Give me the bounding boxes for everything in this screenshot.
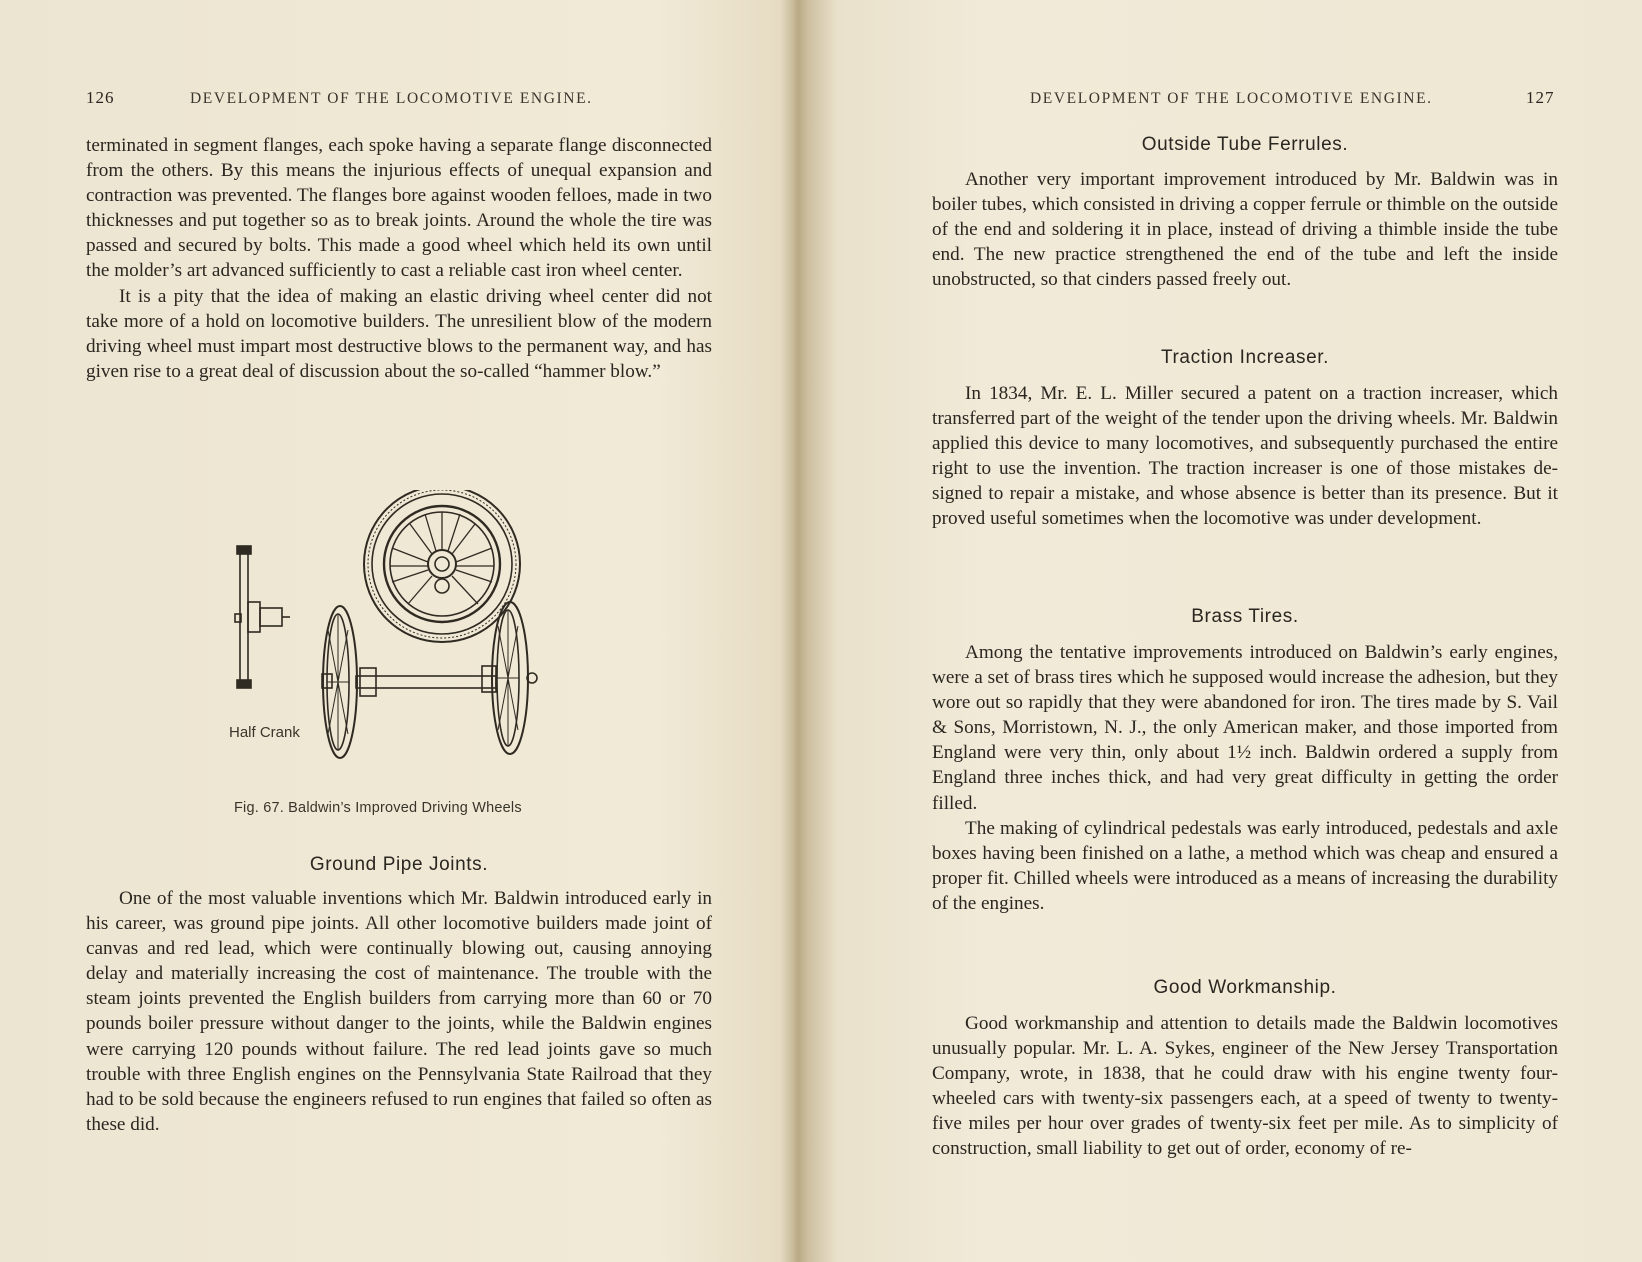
- running-head: DEVELOPMENT OF THE LOCOMOTIVE ENGINE.: [190, 90, 593, 107]
- paragraph: terminated in segment flanges, each spoke having a separate flange disconnected from the others. By this means the injurious effects of unequal expansion and contraction was prevented. The flanges bore against wooden felloes, made in two thicknesses and put together so as to break joints. Around the whole the tire was passed and secured by bolts. This made a good wheel which held its own until the molder’s art advanced sufficiently to cast a reliable cast iron wheel center.: [86, 135, 712, 282]
- paragraph: The making of cylindrical pedestals was early introduced, pedestals and axle boxes having been finished on a lathe, a method which was cheap and ensured a proper fit. Chilled wheels were introduced as a means of increasing the durability of the engines.: [932, 817, 1558, 914]
- body-text: [932, 167, 1558, 292]
- paragraph: Another very important improvement introduced by Mr. Baldwin was in boiler tubes, which consisted in driving a copper ferrule or thimble on the outside of the end and soldering it in place, instead of driving a thimble inside the tube end. The new practice strengthened the end of the tube and left the inside unobstructed, so that cinders passed freely out.: [932, 169, 1558, 291]
- paragraph: One of the most valuable inventions which Mr. Baldwin introduced early in his career, was ground pipe joints. All other locomotive builders made joint of canvas and red lead, which were continually blowing out, causing annoying delay and materially increasing the cost of maintenance. The trouble with the steam joints prevented the English builders from carrying more than 60 or 70 pounds boiler pressure without danger to the joints, while the Baldwin engines were carrying 120 pounds without failure. The red lead joints gave so much trouble with three English engines on the Pennsylvania State Railroad that they had to be sold because the engineers refused to run engines that failed so often as these did.: [86, 888, 712, 1135]
- figure-caption: Fig. 67. Baldwin’s Improved Driving Wheels: [234, 800, 522, 816]
- paragraph: Good workmanship and attention to details made the Baldwin locomotives unusually popular. Mr. L. A. Sykes, engineer of the New Jersey Transportation Company, wrote, in 1838, that he could draw with his engine twenty four-wheeled cars with twenty-six passengers each, at a speed of twenty to twenty-five miles per hour over grades of twenty-six feet per mile. As to simplicity of construction, small liability to get out of order, economy of re-: [932, 1013, 1558, 1160]
- paragraph: Among the tentative improvements introduced on Baldwin’s early engines, were a set of brass tires which he supposed would increase the adhesion, but they wore out so rapidly that they were abandoned for iron. The tires made by S. Vail & Sons, Morristown, N. J., the only American maker, and those imported from England were very thin, only about 1½ inch. Baldwin ordered a supply from England three inches thick, and had very great difficulty in getting the order filled.: [932, 642, 1558, 814]
- section-heading: Good Workmanship.: [1153, 977, 1337, 998]
- section-heading: Brass Tires.: [1191, 606, 1299, 627]
- section-heading: Traction Increaser.: [1160, 347, 1330, 368]
- page-number: 126: [86, 88, 115, 107]
- body-text-bottom: [86, 886, 712, 1137]
- section-heading: Outside Tube Ferrules.: [1141, 134, 1349, 155]
- paragraph: In 1834, Mr. E. L. Miller secured a patent on a traction increaser, which transferred part of the weight of the tender upon the driving wheels. Mr. Baldwin applied this device to many locomotives, and subsequently purchased the entire right to use the invention. The traction increaser is one of those mistakes designed to repair a mistake, and whose absence is better than its presence. But it proved useful sometimes when the locomotive was under development.: [932, 383, 1558, 530]
- body-text: [932, 1011, 1558, 1162]
- body-text: [932, 381, 1558, 532]
- figure-label: Half Crank: [229, 724, 300, 741]
- axle-assembly: [322, 602, 537, 758]
- left-page: [0, 0, 815, 1262]
- paragraph: It is a pity that the idea of making an elastic driving wheel center did not take more of a hold on locomotive builders. The unresilient blow of the modern driving wheel must impart most destructive blows to the permanent way, and has given rise to a great deal of discussion about the so-called “hammer blow.”: [86, 285, 712, 382]
- driving-wheels-figure: [220, 490, 580, 790]
- body-text-top: [86, 133, 712, 384]
- running-head: DEVELOPMENT OF THE LOCOMOTIVE ENGINE.: [1030, 90, 1433, 107]
- right-page: [822, 0, 1642, 1262]
- page-number: 127: [1526, 88, 1555, 107]
- section-heading: Ground Pipe Joints.: [309, 854, 489, 875]
- half-crank: [235, 546, 290, 688]
- body-text: [932, 640, 1558, 916]
